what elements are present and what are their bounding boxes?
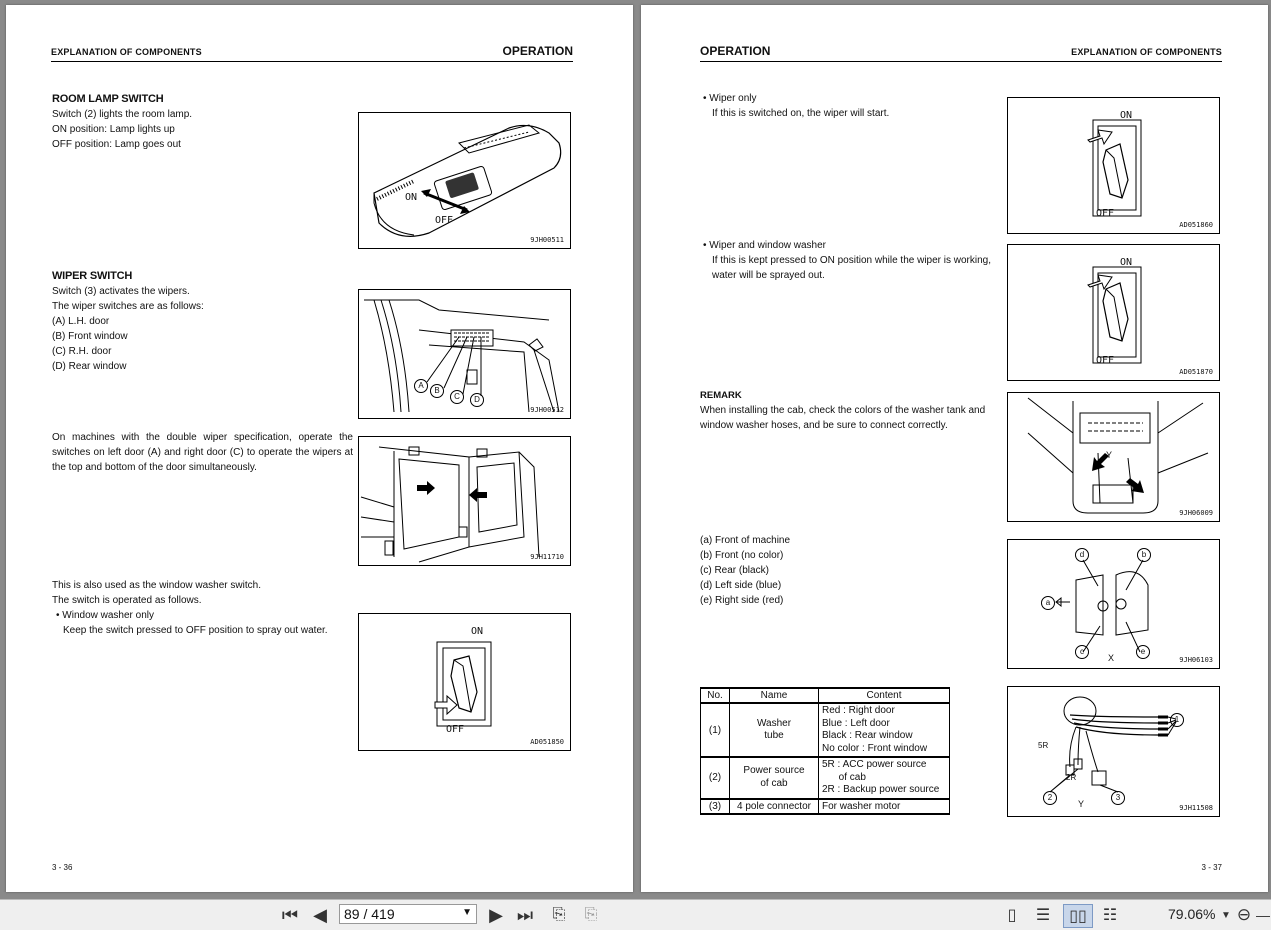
header-chapter: OPERATION: [502, 44, 573, 58]
wiper-line: The wiper switches are as follows:: [52, 301, 204, 312]
room-lamp-section: [52, 92, 352, 152]
legend-item: (d) Left side (blue): [700, 580, 782, 591]
two-page-view-button[interactable]: [1063, 904, 1093, 928]
wiper-line: (C) R.H. door: [52, 346, 112, 357]
on-label: ON: [405, 192, 418, 203]
washer-desc: Keep the switch pressed to OFF position to spray out water.: [63, 625, 328, 636]
hose-legend: [700, 533, 1000, 608]
room-lamp-line: OFF position: Lamp goes out: [52, 139, 181, 150]
cell-content: Red : Right door Blue : Left door Black : Rear window No color : Front window: [819, 703, 950, 757]
zoom-slider[interactable]: [1256, 904, 1270, 926]
room-lamp-line: Switch (2) lights the room lamp.: [52, 109, 193, 120]
label-c: c: [1075, 645, 1089, 659]
zoom-dropdown-button[interactable]: [1220, 904, 1232, 926]
hose-connection-drawing: [1008, 540, 1219, 668]
zoom-out-icon: ⊖: [1236, 905, 1252, 924]
label-b: b: [1137, 548, 1151, 562]
remark-text: When installing the cab, check the colors of the washer tank and window washer hoses, and be sure to connect correctly.: [700, 405, 986, 431]
wiring-figure: [1007, 686, 1220, 817]
cell-content: For washer motor: [819, 799, 950, 814]
washer-bullet: Window washer only: [62, 610, 154, 621]
cell-name: Washer tube: [730, 703, 819, 757]
remark-title: REMARK: [700, 390, 742, 401]
label-1: 1: [1170, 713, 1184, 727]
room-lamp-line: ON position: Lamp lights up: [52, 124, 175, 135]
room-lamp-title: ROOM LAMP SWITCH: [52, 93, 164, 105]
wiper-only-bullet-item: • Wiper only: [703, 93, 757, 104]
double-wiper-text: On machines with the double wiper specification, operate the switches on left door (A) and right door (C) to operate the wipers at the top and bottom of the door simultaneously.: [52, 432, 353, 473]
viewer-toolbar: [0, 899, 1271, 930]
wiper-only-figure: [1007, 97, 1220, 234]
figure-code: AD051870: [1179, 368, 1213, 376]
header-section: EXPLANATION OF COMPONENTS: [1071, 47, 1222, 57]
last-page-button[interactable]: [514, 904, 536, 926]
wiper-only-desc: If this is switched on, the wiper will start.: [712, 108, 890, 119]
two-page-continuous-button[interactable]: [1098, 904, 1122, 926]
figure-code: 9JH00511: [530, 236, 564, 244]
first-page-icon: ⏮: [281, 904, 299, 925]
off-label: OFF: [1096, 208, 1115, 219]
left-page: [6, 5, 633, 892]
page-header: [51, 41, 573, 62]
history-forward-button[interactable]: [579, 904, 603, 926]
y-label: Y: [1106, 450, 1113, 460]
figure-code: 9JH06103: [1179, 656, 1213, 664]
single-page-icon: ▯: [1007, 907, 1017, 924]
label-c: C: [450, 390, 464, 404]
first-page-button[interactable]: [280, 904, 300, 926]
cell-no: (2): [701, 757, 730, 799]
double-wiper-figure: [358, 436, 571, 566]
wiper-washer-desc: If this is kept pressed to ON position while the wiper is working, water will be sprayed out.: [712, 255, 992, 281]
label-2: 2: [1043, 791, 1057, 805]
cell-no: (3): [701, 799, 730, 814]
off-label: OFF: [1096, 355, 1115, 366]
washer-tank-drawing: [1008, 393, 1219, 521]
label-5r: 5R: [1038, 741, 1049, 750]
page-header: [700, 41, 1222, 62]
page-number-input[interactable]: [339, 904, 477, 924]
rocker-switch-drawing: [359, 614, 570, 750]
wiper-line: (A) L.H. door: [52, 316, 110, 327]
previous-page-icon: ◀: [313, 904, 327, 925]
on-label: ON: [1120, 257, 1133, 268]
wiper-line: Switch (3) activates the wipers.: [52, 286, 190, 297]
on-label: ON: [1120, 110, 1133, 121]
continuous-view-button[interactable]: [1033, 904, 1053, 926]
cell-name: Power source of cab: [730, 757, 819, 799]
page-number: 3 - 36: [52, 863, 73, 872]
off-label: OFF: [435, 215, 454, 226]
col-header-content: Content: [819, 688, 950, 703]
slider-track-icon: —: [1256, 907, 1270, 923]
wiper-line: (B) Front window: [52, 331, 128, 342]
hose-connection-figure: [1007, 539, 1220, 669]
cell-name: 4 pole connector: [730, 799, 819, 814]
continuous-icon: ☰: [1035, 907, 1051, 924]
label-a: a: [1041, 596, 1055, 610]
figure-code: 9JH11710: [530, 553, 564, 561]
chevron-down-icon: ▼: [1221, 909, 1231, 921]
zoom-level[interactable]: 79.06%: [1168, 906, 1216, 922]
wiper-only-section: [703, 91, 1003, 121]
label-b: B: [430, 384, 444, 398]
wiper-only-bullet: Wiper only: [709, 93, 757, 104]
washer-bullet-item: • Window washer only: [56, 610, 154, 621]
right-page: [641, 5, 1268, 892]
wiper-line: (D) Rear window: [52, 361, 127, 372]
cell-no: (1): [701, 703, 730, 757]
wiper-washer-figure: [1007, 244, 1220, 381]
legend-item: (e) Right side (red): [700, 595, 784, 606]
wiper-washer-section: [703, 238, 1005, 283]
cab-doors-drawing: [359, 437, 570, 565]
off-label: OFF: [446, 724, 465, 735]
wiper-washer-bullet: Wiper and window washer: [709, 240, 826, 251]
room-lamp-drawing: [359, 113, 570, 248]
two-page-icon: ▯▯: [1069, 908, 1087, 925]
label-d: D: [470, 393, 484, 407]
history-forward-icon: ⎘: [584, 906, 598, 923]
wiper-switch-figure: [358, 289, 571, 419]
washer-switch-figure: [358, 613, 571, 751]
next-page-icon: ▶: [489, 904, 503, 925]
zoom-out-button[interactable]: [1234, 904, 1254, 926]
page-number-value: 89 / 419: [344, 906, 395, 922]
figure-code: AD051860: [1179, 221, 1213, 229]
label-3: 3: [1111, 791, 1125, 805]
table-row: [701, 757, 950, 799]
label-a: A: [414, 379, 428, 393]
legend-item: (b) Front (no color): [700, 550, 784, 561]
wiper-title: WIPER SWITCH: [52, 270, 133, 282]
cab-interior-drawing: [359, 290, 570, 418]
header-chapter: OPERATION: [700, 44, 771, 58]
remark-section: [700, 388, 1003, 433]
col-header-name: Name: [730, 688, 819, 703]
washer-line: The switch is operated as follows.: [52, 595, 202, 606]
legend-item: (c) Rear (black): [700, 565, 769, 576]
y-label: Y: [1078, 799, 1085, 809]
x-label: X: [1108, 653, 1115, 663]
label-e: e: [1136, 645, 1150, 659]
two-page-continuous-icon: ☷: [1102, 907, 1118, 924]
table-row: [701, 703, 950, 757]
next-page-button[interactable]: [486, 904, 506, 926]
room-lamp-figure: [358, 112, 571, 249]
legend-item: (a) Front of machine: [700, 535, 791, 546]
washer-section: [52, 578, 352, 638]
wiper-section: [52, 269, 352, 374]
figure-code: 9JH06009: [1179, 509, 1213, 517]
single-page-view-button[interactable]: [1002, 904, 1022, 926]
last-page-icon: ⏭: [516, 904, 534, 925]
previous-page-button[interactable]: [310, 904, 330, 926]
wiper-washer-bullet-item: • Wiper and window washer: [703, 240, 826, 251]
page-number: 3 - 37: [1201, 863, 1222, 872]
history-back-button[interactable]: [547, 904, 571, 926]
col-header-no: No.: [701, 688, 730, 703]
header-section: EXPLANATION OF COMPONENTS: [51, 47, 202, 57]
on-label: ON: [471, 626, 484, 637]
chevron-down-icon[interactable]: ▼: [462, 907, 472, 918]
washer-tank-figure: [1007, 392, 1220, 522]
figure-code: 9JH00512: [530, 406, 564, 414]
washer-line: This is also used as the window washer switch.: [52, 580, 261, 591]
figure-code: AD051850: [530, 738, 564, 746]
figure-code: 9JH11508: [1179, 804, 1213, 812]
history-back-icon: ⎘: [552, 906, 566, 923]
cell-content: 5R : ACC power source of cab 2R : Backup power source: [819, 757, 950, 799]
parts-table: [700, 687, 950, 815]
label-2r: 2R: [1066, 773, 1077, 782]
label-d: d: [1075, 548, 1089, 562]
table-row: [701, 799, 950, 814]
